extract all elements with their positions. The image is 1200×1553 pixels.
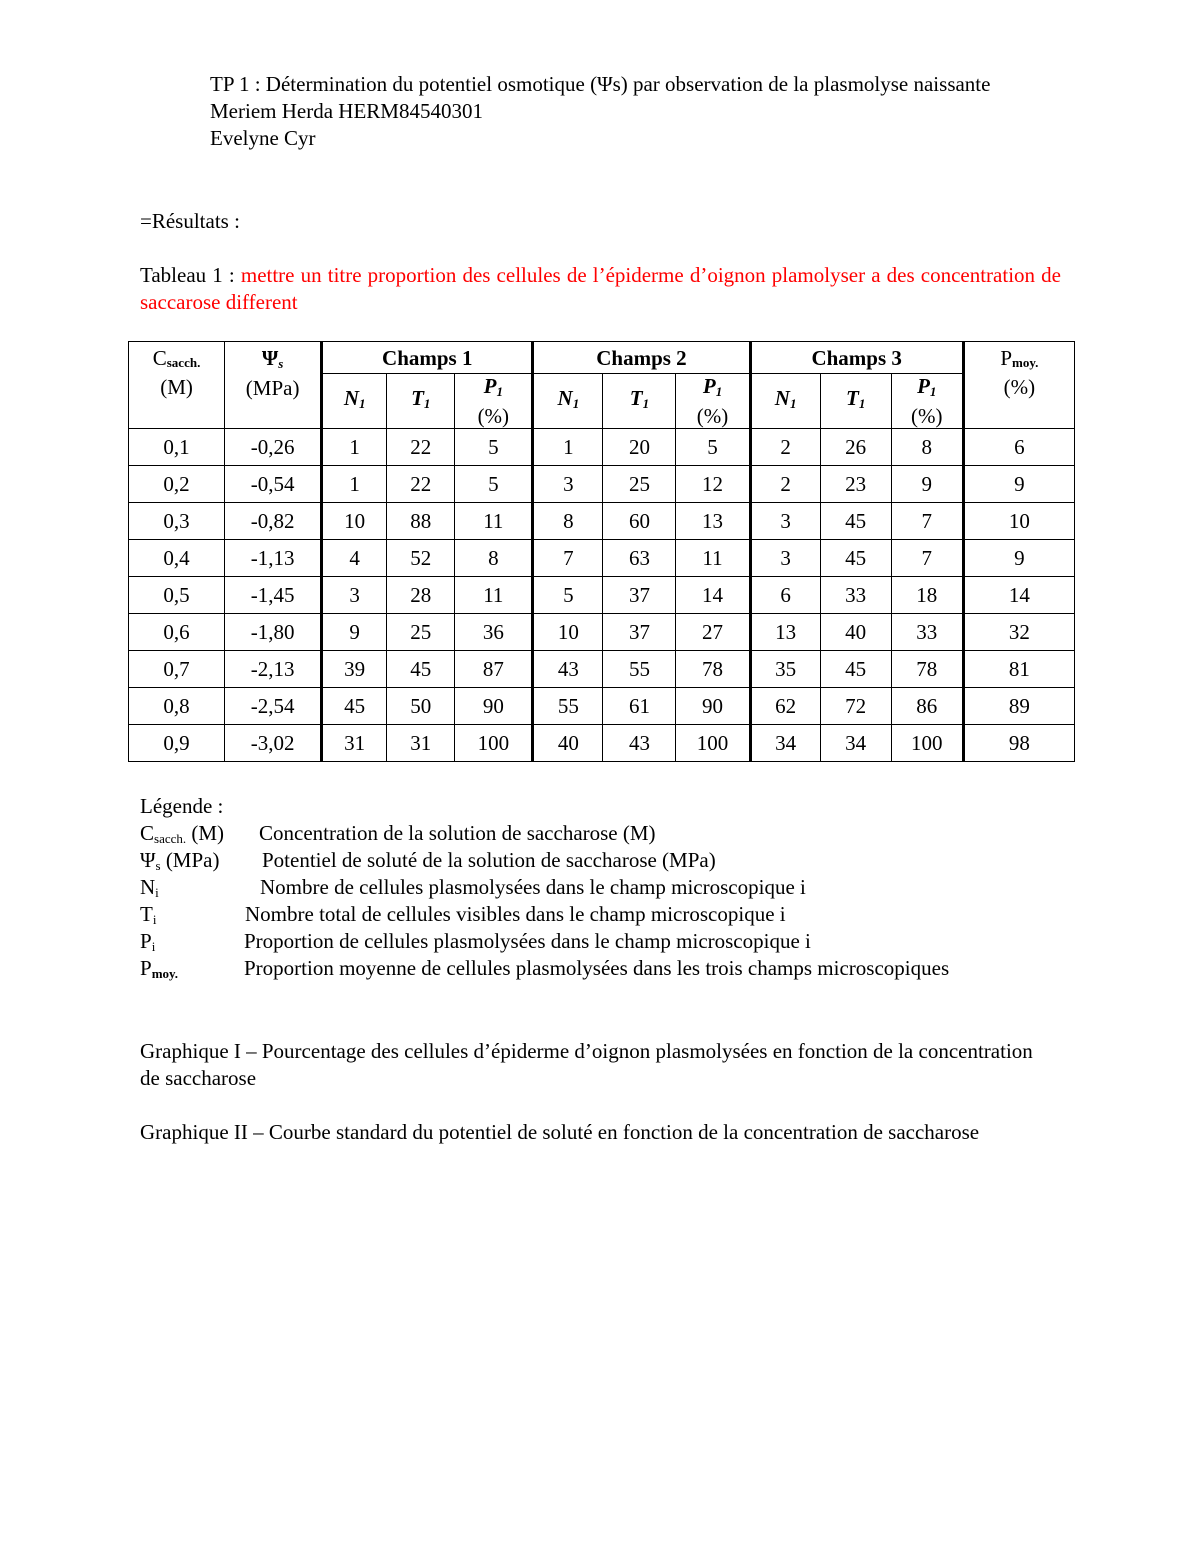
p-unit: (%) — [477, 404, 510, 428]
legend-symbol-main: T — [140, 902, 153, 926]
author-herda: Meriem Herda HERM84540301 — [210, 99, 483, 123]
legend-symbol-sub: i — [152, 912, 157, 927]
table-cell: 3 — [750, 503, 820, 540]
p-unit: (%) — [696, 404, 729, 428]
legend-item — [140, 955, 1100, 982]
table-caption-prefix: Tableau 1 : — [140, 263, 235, 287]
table-cell: 37 — [603, 614, 676, 651]
t-header — [387, 374, 455, 429]
table-cell: 34 — [820, 725, 891, 762]
table-row — [129, 540, 1075, 577]
legend-description: Potentiel de soluté de la solution de saccharose (MPa) — [262, 848, 716, 872]
table-cell: 1 — [322, 466, 387, 503]
champs-3-header: Champs 3 — [750, 342, 963, 374]
p-header — [891, 374, 963, 429]
table-cell: 52 — [387, 540, 455, 577]
n-letter: N — [557, 386, 573, 410]
author-cyr: Evelyne Cyr — [210, 126, 316, 150]
t-header — [820, 374, 891, 429]
t-header — [603, 374, 676, 429]
table-cell: 98 — [963, 725, 1074, 762]
legend-item — [140, 928, 1100, 955]
table-cell: 4 — [322, 540, 387, 577]
table-cell: 9 — [891, 466, 963, 503]
table-caption-title: mettre un titre proportion des cellules de l’épiderme d’oignon plamolyser a des concentration de saccarose different — [140, 263, 1061, 314]
table-cell: 100 — [676, 725, 750, 762]
col-psi-header — [225, 342, 322, 429]
table-caption — [140, 262, 1061, 316]
t-index: 1 — [858, 396, 866, 411]
legend-symbol-unit: (MPa) — [160, 848, 220, 872]
table-cell: 7 — [891, 540, 963, 577]
n-index: 1 — [359, 396, 366, 411]
table-cell: 10 — [533, 614, 603, 651]
n-index: 1 — [789, 396, 797, 411]
col-c-main: C — [152, 346, 167, 370]
table-cell: 31 — [387, 725, 455, 762]
table-cell: 2 — [750, 466, 820, 503]
table-cell: 11 — [455, 503, 533, 540]
table-cell: 10 — [963, 503, 1074, 540]
graphique-2-caption: Graphique II – Courbe standard du potentiel de soluté en fonction de la concentration de saccharose — [140, 1120, 980, 1144]
legend-symbol-main: N — [140, 875, 156, 899]
table-cell: 5 — [676, 429, 750, 466]
table-cell: 63 — [603, 540, 676, 577]
table-row — [129, 466, 1075, 503]
p-index: 1 — [715, 384, 723, 399]
n-header — [533, 374, 603, 429]
legend-title: Légende : — [140, 794, 224, 818]
legend-symbol-sub: i — [151, 939, 156, 954]
table-cell: 18 — [891, 577, 963, 614]
p-letter: P — [483, 374, 497, 398]
table-cell: -2,54 — [225, 688, 322, 725]
table-cell: 86 — [891, 688, 963, 725]
table-row — [129, 614, 1075, 651]
table-cell: -1,13 — [225, 540, 322, 577]
p-index: 1 — [929, 384, 937, 399]
table-cell: 100 — [891, 725, 963, 762]
table-cell: 6 — [750, 577, 820, 614]
table-cell: 45 — [322, 688, 387, 725]
table-cell: 60 — [603, 503, 676, 540]
col-pmoy-main: P — [1000, 346, 1013, 370]
table-cell: 45 — [820, 503, 891, 540]
table-cell: 7 — [533, 540, 603, 577]
table-cell: 36 — [455, 614, 533, 651]
table-cell: 100 — [455, 725, 533, 762]
legend-description: Nombre de cellules plasmolysées dans le champ microscopique i — [260, 875, 806, 899]
legend-item — [140, 901, 1100, 928]
table-cell: 3 — [322, 577, 387, 614]
table-cell: 11 — [455, 577, 533, 614]
table-cell: 9 — [963, 466, 1074, 503]
tp-title: TP 1 : Détermination du potentiel osmotique (Ψs) par observation de la plasmolyse naissante — [210, 72, 991, 96]
table-cell: 8 — [533, 503, 603, 540]
legend-description: Nombre total de cellules visibles dans le champ microscopique i — [245, 902, 786, 926]
table-cell: 6 — [963, 429, 1074, 466]
table-cell: 1 — [322, 429, 387, 466]
table-cell: 43 — [533, 651, 603, 688]
champs-2-header: Champs 2 — [533, 342, 750, 374]
table-cell: 35 — [750, 651, 820, 688]
table-cell: -1,80 — [225, 614, 322, 651]
table-cell: 25 — [603, 466, 676, 503]
col-pmoy-sub: moy. — [1012, 355, 1039, 370]
legend-description: Concentration de la solution de saccharose (M) — [259, 821, 656, 845]
table-row — [129, 577, 1075, 614]
p-index: 1 — [496, 384, 503, 399]
col-pmoy-unit: (%) — [1003, 375, 1036, 399]
table-cell: 14 — [963, 577, 1074, 614]
table-cell: 11 — [676, 540, 750, 577]
t-index: 1 — [423, 396, 431, 411]
table-cell: 88 — [387, 503, 455, 540]
legend-symbol-sub: i — [155, 885, 159, 900]
table-cell: 22 — [387, 466, 455, 503]
document-header — [210, 71, 1062, 152]
table-cell: 45 — [820, 540, 891, 577]
legend-item — [140, 820, 1100, 847]
table-cell: 23 — [820, 466, 891, 503]
table-cell: 0,9 — [129, 725, 225, 762]
col-concentration-header — [129, 342, 225, 429]
n-letter: N — [774, 386, 790, 410]
col-c-unit: (M) — [160, 375, 193, 399]
p-letter: P — [917, 374, 930, 398]
table-cell: -3,02 — [225, 725, 322, 762]
t-index: 1 — [642, 396, 650, 411]
n-index: 1 — [572, 396, 580, 411]
plasmolysis-table — [128, 341, 1075, 762]
table-cell: 0,1 — [129, 429, 225, 466]
table-cell: -0,26 — [225, 429, 322, 466]
header-row-1 — [129, 342, 1075, 374]
col-pmoy-header — [963, 342, 1074, 429]
table-cell: 0,2 — [129, 466, 225, 503]
table-cell: 8 — [891, 429, 963, 466]
table-cell: 72 — [820, 688, 891, 725]
champs-1-header: Champs 1 — [322, 342, 533, 374]
table-cell: 43 — [603, 725, 676, 762]
table-cell: -1,45 — [225, 577, 322, 614]
table-cell: 90 — [676, 688, 750, 725]
table-cell: 0,4 — [129, 540, 225, 577]
table-cell: 61 — [603, 688, 676, 725]
table-cell: 37 — [603, 577, 676, 614]
table-cell: -0,82 — [225, 503, 322, 540]
legend-item — [140, 874, 1100, 901]
graphique-1-caption: Graphique I – Pourcentage des cellules d’épiderme d’oignon plasmolysées en fonction de la concentration de saccharose — [140, 1039, 1033, 1090]
table-cell: 0,3 — [129, 503, 225, 540]
table-cell: 14 — [676, 577, 750, 614]
table-cell: 8 — [455, 540, 533, 577]
legend-symbol-unit: (M) — [186, 821, 225, 845]
table-cell: 10 — [322, 503, 387, 540]
legend-symbol-sub: moy. — [151, 966, 179, 981]
col-psi-unit: (MPa) — [245, 376, 300, 400]
table-cell: 89 — [963, 688, 1074, 725]
legend-item — [140, 847, 1100, 874]
table-cell: 27 — [676, 614, 750, 651]
table-cell: 28 — [387, 577, 455, 614]
table-cell: 22 — [387, 429, 455, 466]
table-cell: 33 — [820, 577, 891, 614]
table-cell: 0,5 — [129, 577, 225, 614]
t-letter: T — [411, 386, 424, 410]
table-row — [129, 651, 1075, 688]
table-cell: 12 — [676, 466, 750, 503]
table-row — [129, 688, 1075, 725]
table-cell: 25 — [387, 614, 455, 651]
col-c-sub: sacch. — [166, 355, 201, 370]
legend-symbol-main: P — [140, 956, 152, 980]
table-cell: 3 — [750, 540, 820, 577]
table-cell: -0,54 — [225, 466, 322, 503]
table-cell: 7 — [891, 503, 963, 540]
col-psi-main: Ψ — [261, 346, 279, 370]
table-cell: 0,8 — [129, 688, 225, 725]
table-cell: 5 — [455, 429, 533, 466]
table-cell: 5 — [533, 577, 603, 614]
table-cell: 9 — [963, 540, 1074, 577]
n-letter: N — [343, 386, 360, 410]
table-cell: 9 — [322, 614, 387, 651]
col-psi-sub: s — [278, 356, 284, 371]
table-cell: 39 — [322, 651, 387, 688]
table-cell: 55 — [603, 651, 676, 688]
legend-description: Proportion moyenne de cellules plasmolysées dans les trois champs microscopiques — [244, 956, 950, 980]
table-cell: 1 — [533, 429, 603, 466]
table-cell: 33 — [891, 614, 963, 651]
table-cell: 3 — [533, 466, 603, 503]
table-cell: 45 — [387, 651, 455, 688]
table-cell: 45 — [820, 651, 891, 688]
legend-symbol — [140, 955, 178, 987]
legend-symbol-main: P — [140, 929, 152, 953]
p-header — [676, 374, 750, 429]
legend-symbol-sub: sacch. — [154, 831, 187, 846]
table-cell: 31 — [322, 725, 387, 762]
table-cell: 78 — [676, 651, 750, 688]
n-header — [750, 374, 820, 429]
p-header — [455, 374, 533, 429]
t-letter: T — [846, 386, 859, 410]
p-unit: (%) — [911, 404, 943, 428]
table-cell: 50 — [387, 688, 455, 725]
t-letter: T — [629, 386, 643, 410]
table-cell: 55 — [533, 688, 603, 725]
table-cell: 20 — [603, 429, 676, 466]
table-cell: 78 — [891, 651, 963, 688]
table-cell: 40 — [820, 614, 891, 651]
legend-symbol-main: Ψ — [140, 848, 156, 872]
table-cell: 81 — [963, 651, 1074, 688]
table-cell: 13 — [676, 503, 750, 540]
p-letter: P — [702, 374, 716, 398]
legend-description: Proportion de cellules plasmolysées dans le champ microscopique i — [244, 929, 811, 953]
table-cell: 0,7 — [129, 651, 225, 688]
table-cell: 87 — [455, 651, 533, 688]
table-cell: 62 — [750, 688, 820, 725]
table-row — [129, 503, 1075, 540]
table-cell: 13 — [750, 614, 820, 651]
table-cell: -2,13 — [225, 651, 322, 688]
results-heading: =Résultats : — [140, 209, 240, 233]
table-cell: 32 — [963, 614, 1074, 651]
legend-symbol-sub: s — [155, 858, 161, 873]
table-row — [129, 429, 1075, 466]
table-cell: 40 — [533, 725, 603, 762]
table-cell: 5 — [455, 466, 533, 503]
table-cell: 26 — [820, 429, 891, 466]
legend-symbol-main: C — [140, 821, 155, 845]
table-cell: 2 — [750, 429, 820, 466]
table-cell: 90 — [455, 688, 533, 725]
table-row — [129, 725, 1075, 762]
table-cell: 34 — [750, 725, 820, 762]
legend — [140, 793, 1100, 982]
n-header — [322, 374, 387, 429]
table-cell: 0,6 — [129, 614, 225, 651]
